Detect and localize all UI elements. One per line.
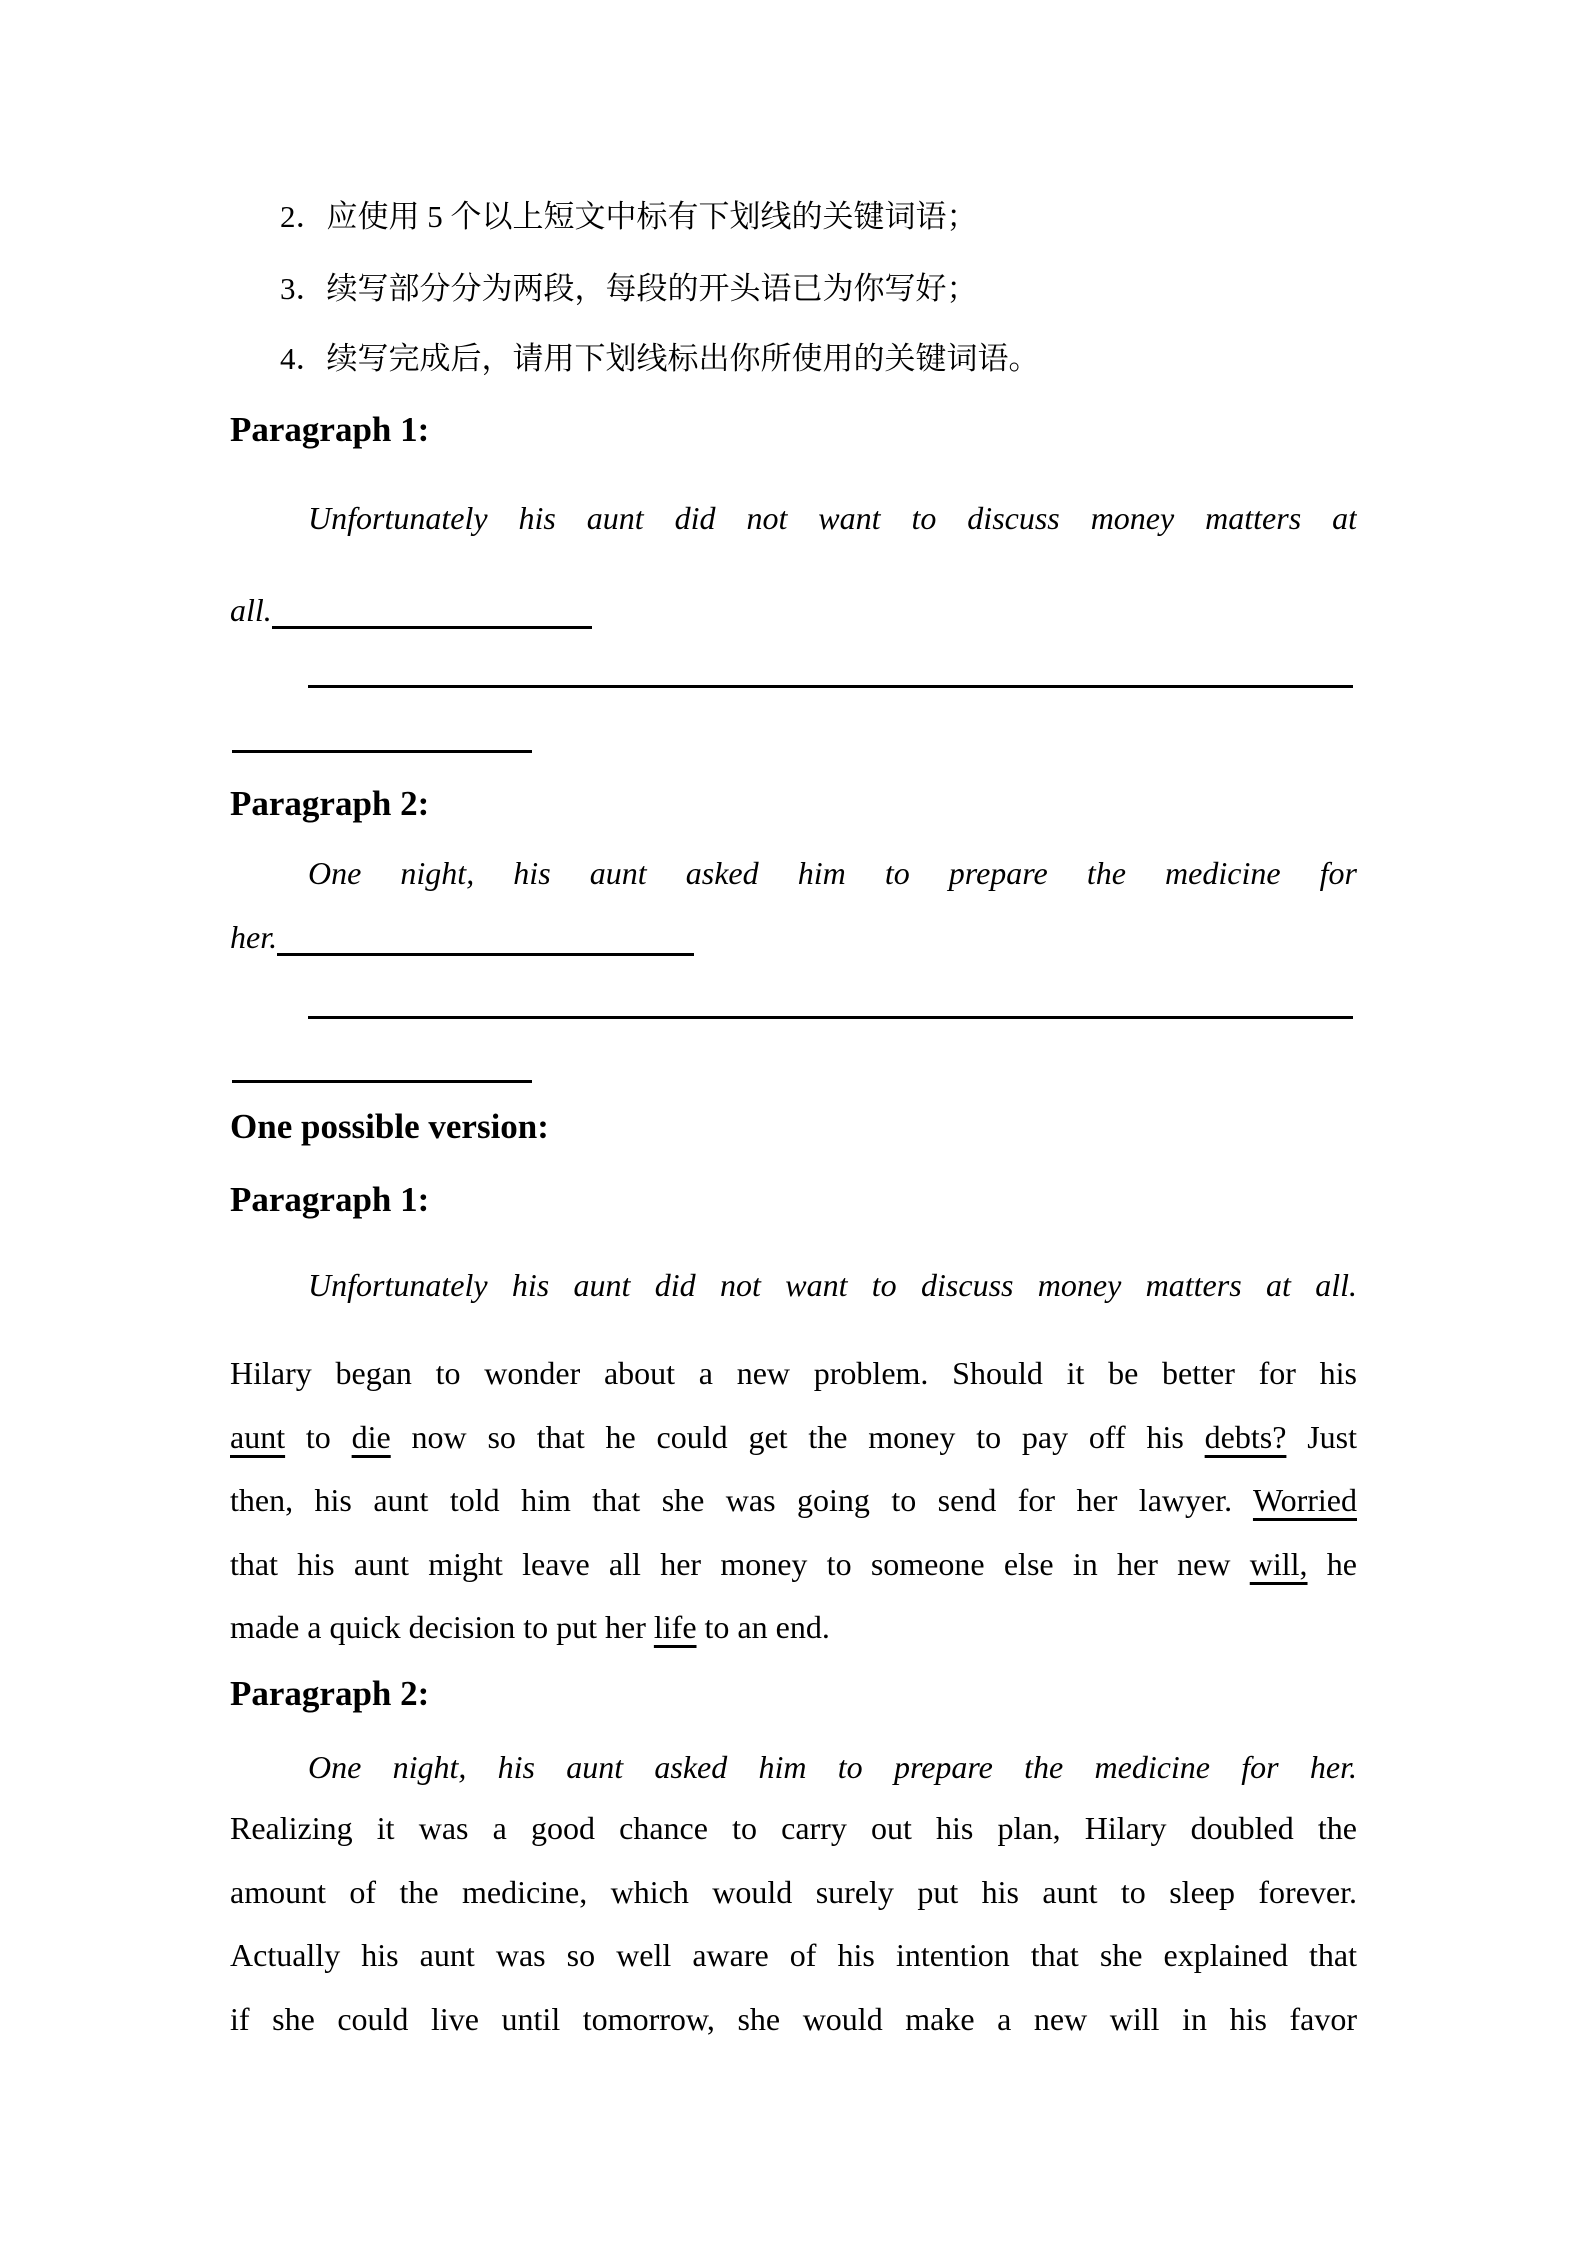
opening-tail-text: her. <box>230 919 278 955</box>
text-line <box>230 1596 1357 1660</box>
text-segment: to <box>285 1418 352 1455</box>
answer-blank-line <box>232 1080 532 1083</box>
underlined-keyword: life <box>653 1609 697 1645</box>
text-segment: amount of the medicine, which would surely put his aunt to sleep forever. <box>230 1873 1357 1910</box>
answer-blank-line <box>308 1016 1353 1019</box>
text-line <box>230 1406 1357 1470</box>
text-segment: then, his aunt told him that she was going to send for her lawyer. <box>230 1482 1253 1518</box>
answer-blank-inline <box>277 953 694 956</box>
text-line <box>230 1988 1357 2052</box>
prompt-paragraph2-opening-line2 <box>230 912 1357 962</box>
opening-tail-text: all. <box>230 592 272 628</box>
text-segment: if she could live until tomorrow, she would make a new will in his favor <box>230 2000 1357 2037</box>
text-line <box>230 1342 1357 1406</box>
answer-blank-line <box>232 750 532 753</box>
underlined-keyword: debts? <box>1204 1418 1287 1455</box>
text-segment: he <box>1307 1545 1357 1582</box>
text-segment: Just <box>1286 1418 1357 1455</box>
text-segment: to an end. <box>696 1609 830 1645</box>
answer-paragraph2-heading: Paragraph 2: <box>230 1674 430 1713</box>
text-line <box>230 1861 1357 1925</box>
answer-blank-line <box>308 685 1353 688</box>
text-line <box>230 1533 1357 1597</box>
text-segment: Actually his aunt was so well aware of his intention that she explained that <box>230 1937 1357 1973</box>
one-possible-version-heading: One possible version: <box>230 1107 549 1146</box>
instruction-item-3: 3．续写部分分为两段，每段的开头语已为你写好； <box>280 271 978 306</box>
answer-paragraph1-opening: Unfortunately his aunt did not want to discuss money matters at all. <box>308 1267 1357 1303</box>
text-line <box>230 1469 1357 1533</box>
underlined-keyword: will, <box>1249 1545 1308 1582</box>
text-line <box>230 1924 1357 1988</box>
text-line <box>230 1797 1357 1861</box>
text-segment: Realizing it was a good chance to carry out his plan, Hilary doubled the <box>230 1810 1357 1846</box>
text-segment: that his aunt might leave all her money to someone else in her new <box>230 1545 1250 1582</box>
answer-paragraph1-body <box>230 1342 1357 1660</box>
answer-paragraph1-heading: Paragraph 1: <box>230 1180 430 1219</box>
prompt-paragraph2-opening-line1: One night, his aunt asked him to prepare the medicine for <box>308 855 1357 891</box>
instruction-item-4: 4．续写完成后，请用下划线标出你所使用的关键词语。 <box>280 341 1040 376</box>
prompt-paragraph1-opening-line2 <box>230 585 1357 635</box>
answer-paragraph2-opening: One night, his aunt asked him to prepare the medicine for her. <box>308 1749 1357 1785</box>
prompt-paragraph1-heading: Paragraph 1: <box>230 410 430 449</box>
answer-blank-inline <box>272 626 592 629</box>
underlined-keyword: Worried <box>1252 1482 1357 1518</box>
answer-paragraph2-body <box>230 1797 1357 2051</box>
underlined-keyword: die <box>351 1418 391 1455</box>
text-segment: made a quick decision to put her <box>230 1609 654 1645</box>
prompt-paragraph1-opening-line1: Unfortunately his aunt did not want to discuss money matters at <box>308 500 1357 536</box>
text-segment: now so that he could get the money to pay off his <box>390 1418 1205 1455</box>
instruction-item-2: 2．应使用 5 个以上短文中标有下划线的关键词语； <box>280 199 978 234</box>
prompt-paragraph2-heading: Paragraph 2: <box>230 784 430 823</box>
underlined-keyword: aunt <box>230 1418 286 1455</box>
text-segment: Hilary began to wonder about a new problem. Should it be better for his <box>230 1355 1357 1391</box>
